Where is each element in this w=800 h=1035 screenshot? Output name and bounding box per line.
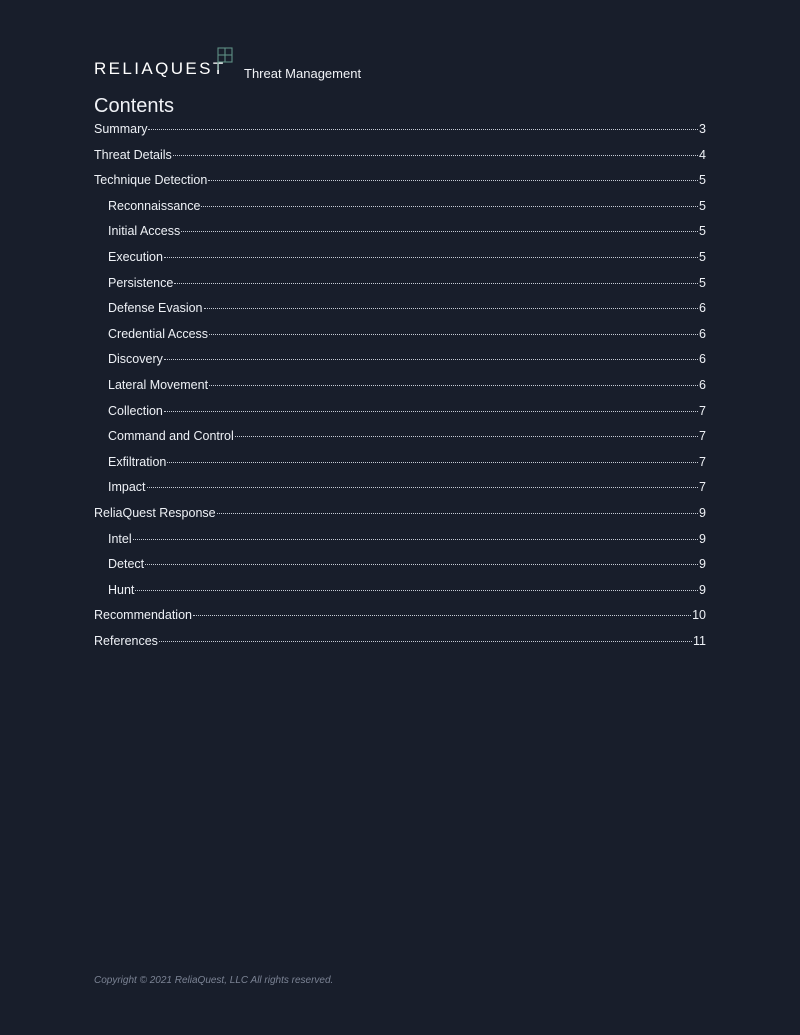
toc-entry[interactable] bbox=[94, 327, 706, 353]
toc-dot-leader bbox=[167, 462, 698, 463]
toc-entry[interactable] bbox=[94, 148, 706, 174]
table-of-contents bbox=[94, 122, 706, 659]
toc-entry[interactable] bbox=[94, 429, 706, 455]
toc-entry-page-number: 11 bbox=[693, 633, 706, 648]
toc-entry-title: Detect bbox=[108, 557, 145, 572]
toc-entry-page-number: 3 bbox=[699, 122, 706, 136]
toc-entry-title: Threat Details bbox=[94, 147, 172, 162]
toc-dot-leader bbox=[148, 129, 698, 130]
toc-dot-leader bbox=[235, 436, 698, 437]
toc-entry-page-number: 7 bbox=[699, 403, 706, 418]
toc-entry-title: Intel bbox=[108, 531, 132, 546]
toc-entry-title: Initial Access bbox=[108, 224, 181, 239]
toc-dot-leader bbox=[174, 283, 698, 284]
toc-entry-page-number: 5 bbox=[699, 249, 706, 264]
toc-entry-page-number: 5 bbox=[699, 198, 706, 213]
toc-dot-leader bbox=[135, 590, 698, 591]
toc-entry-page-number: 6 bbox=[699, 377, 706, 392]
toc-entry[interactable] bbox=[94, 506, 706, 532]
toc-dot-leader bbox=[193, 615, 691, 616]
toc-entry-title: Reconnaissance bbox=[108, 198, 201, 213]
toc-entry-title: Discovery bbox=[108, 352, 163, 367]
toc-dot-leader bbox=[147, 487, 699, 488]
toc-entry[interactable] bbox=[94, 532, 706, 558]
toc-entry[interactable] bbox=[94, 634, 706, 660]
toc-entry[interactable] bbox=[94, 250, 706, 276]
toc-entry-page-number: 7 bbox=[699, 429, 706, 444]
page-header bbox=[94, 46, 494, 82]
toc-entry[interactable] bbox=[94, 352, 706, 378]
reliaquest-logo-mark-icon bbox=[210, 46, 236, 72]
toc-entry[interactable] bbox=[94, 224, 706, 250]
toc-entry[interactable] bbox=[94, 583, 706, 609]
toc-entry-page-number: 5 bbox=[699, 224, 706, 239]
toc-entry-title: Impact bbox=[108, 480, 146, 495]
logo-wordmark: RELIAQUEST bbox=[94, 59, 226, 78]
toc-dot-leader bbox=[208, 180, 698, 181]
toc-entry-page-number: 5 bbox=[699, 173, 706, 188]
toc-entry-title: Recommendation bbox=[94, 608, 192, 623]
toc-entry-title: Credential Access bbox=[108, 326, 209, 341]
toc-entry[interactable] bbox=[94, 122, 706, 148]
toc-entry[interactable] bbox=[94, 199, 706, 225]
toc-entry-page-number: 10 bbox=[692, 608, 706, 623]
toc-entry-title: Lateral Movement bbox=[108, 377, 209, 392]
toc-entry[interactable] bbox=[94, 301, 706, 327]
toc-entry-title: Execution bbox=[108, 249, 163, 264]
toc-entry-title: Exfiltration bbox=[108, 454, 167, 469]
toc-entry-title: Persistence bbox=[108, 275, 174, 290]
reliaquest-logo bbox=[94, 46, 244, 82]
toc-entry-title: References bbox=[94, 633, 158, 648]
contents-heading: Contents bbox=[94, 95, 175, 117]
toc-entry-title: Defense Evasion bbox=[108, 301, 203, 316]
toc-entry-page-number: 6 bbox=[699, 352, 706, 367]
toc-entry[interactable] bbox=[94, 276, 706, 302]
toc-entry[interactable] bbox=[94, 404, 706, 430]
toc-dot-leader bbox=[217, 513, 698, 514]
toc-entry-page-number: 9 bbox=[699, 557, 706, 572]
toc-entry[interactable] bbox=[94, 173, 706, 199]
toc-dot-leader bbox=[145, 564, 698, 565]
toc-entry-page-number: 6 bbox=[699, 301, 706, 316]
toc-dot-leader bbox=[201, 206, 698, 207]
toc-entry[interactable] bbox=[94, 557, 706, 583]
toc-entry-page-number: 9 bbox=[699, 582, 706, 597]
toc-entry-page-number: 7 bbox=[699, 454, 706, 469]
toc-entry-title: Summary bbox=[94, 122, 148, 136]
toc-entry[interactable] bbox=[94, 378, 706, 404]
toc-dot-leader bbox=[164, 359, 698, 360]
toc-entry[interactable] bbox=[94, 480, 706, 506]
toc-entry-title: Command and Control bbox=[108, 429, 234, 444]
toc-dot-leader bbox=[164, 411, 698, 412]
toc-dot-leader bbox=[133, 539, 698, 540]
toc-entry-title: Hunt bbox=[108, 582, 135, 597]
toc-entry-page-number: 6 bbox=[699, 326, 706, 341]
toc-dot-leader bbox=[209, 385, 698, 386]
toc-entry[interactable] bbox=[94, 455, 706, 481]
toc-entry-title: Technique Detection bbox=[94, 173, 208, 188]
product-name: Threat Management bbox=[244, 66, 362, 81]
toc-entry-page-number: 9 bbox=[699, 531, 706, 546]
toc-dot-leader bbox=[159, 641, 692, 642]
toc-entry-page-number: 5 bbox=[699, 275, 706, 290]
toc-dot-leader bbox=[173, 155, 698, 156]
toc-entry-page-number: 7 bbox=[699, 480, 706, 495]
toc-dot-leader bbox=[209, 334, 698, 335]
toc-dot-leader bbox=[164, 257, 698, 258]
toc-dot-leader bbox=[204, 308, 699, 309]
toc-entry-title: ReliaQuest Response bbox=[94, 505, 216, 520]
toc-entry-title: Collection bbox=[108, 403, 163, 418]
toc-entry[interactable] bbox=[94, 608, 706, 634]
toc-entry-page-number: 4 bbox=[699, 147, 706, 162]
toc-entry-page-number: 9 bbox=[699, 505, 706, 520]
copyright-footer: Copyright © 2021 ReliaQuest, LLC All rights reserved. bbox=[94, 975, 334, 986]
toc-dot-leader bbox=[181, 231, 698, 232]
